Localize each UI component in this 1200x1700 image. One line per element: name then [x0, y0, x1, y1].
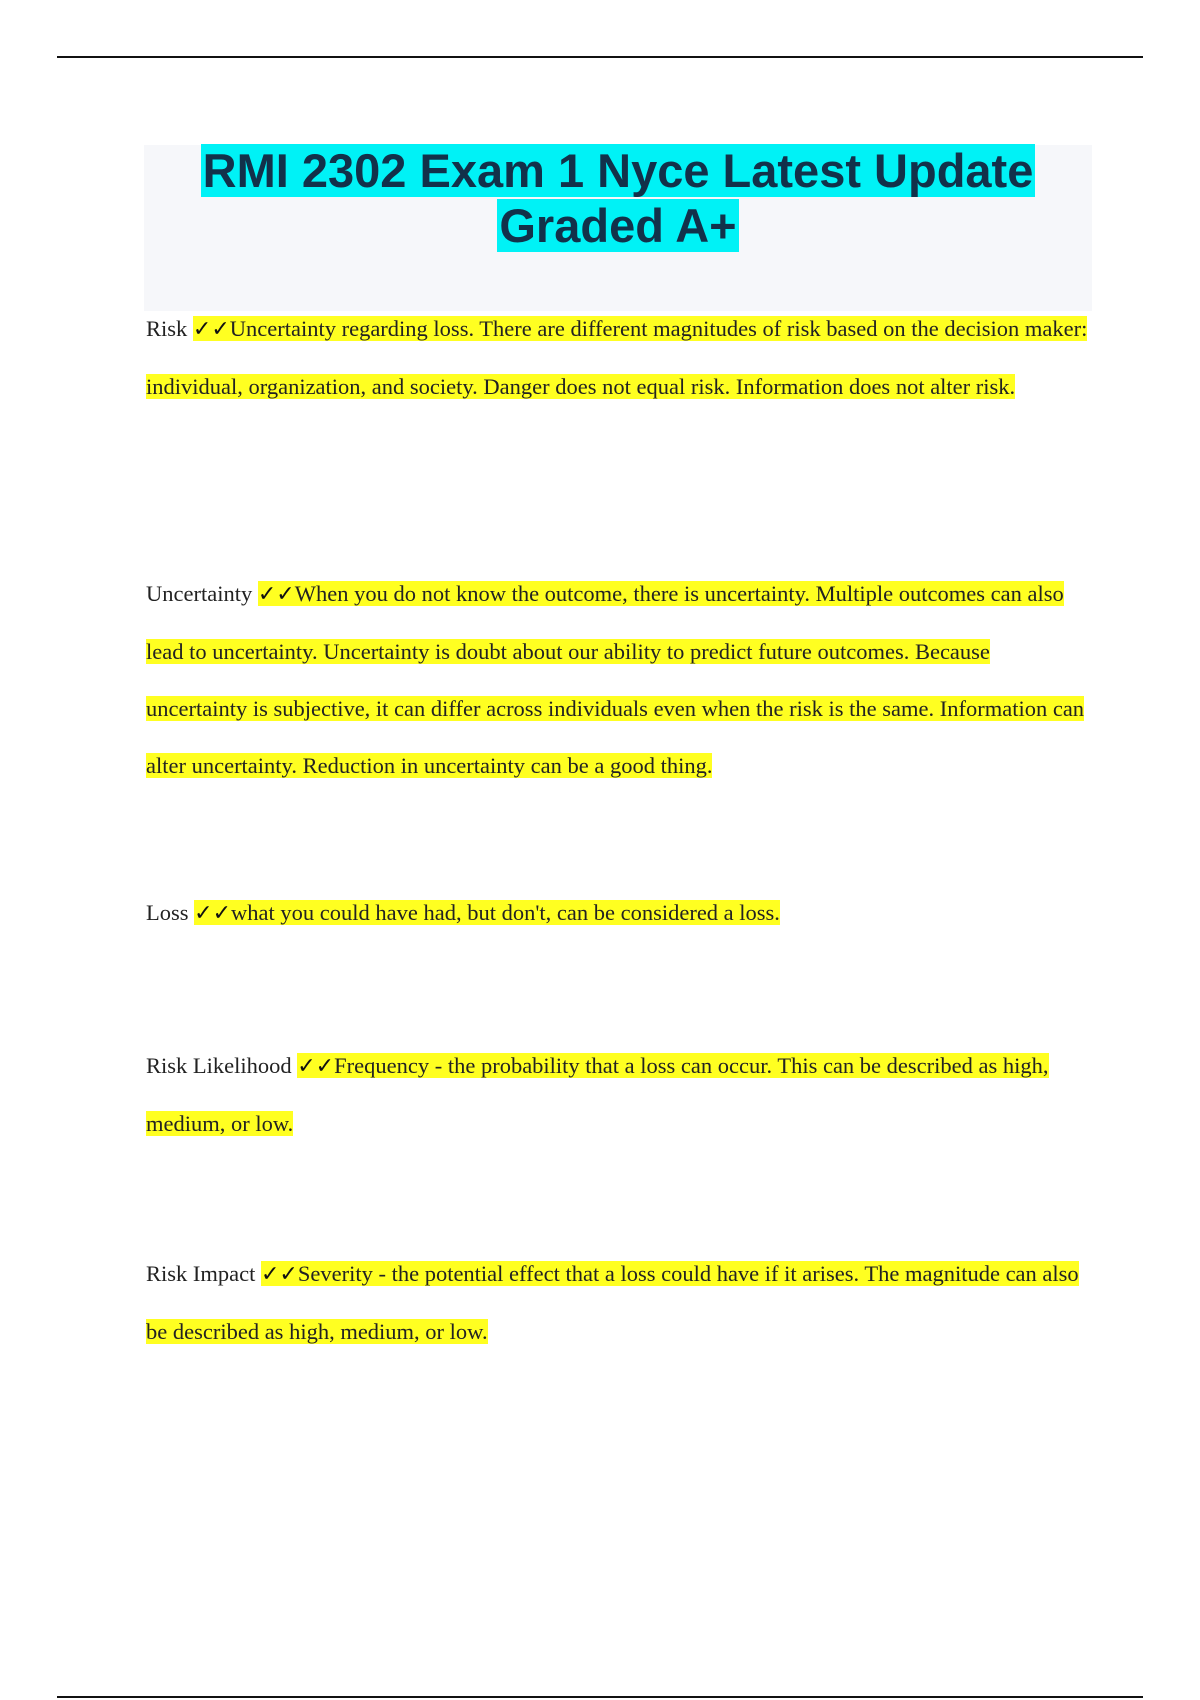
title-line-2: Graded A+ [499, 199, 737, 252]
term-label: Risk Likelihood [146, 1053, 292, 1078]
definition-text: what you could have had, but don't, can be considered a loss. [231, 900, 780, 925]
definition-entry-risk-impact [146, 1245, 1096, 1360]
term-label: Loss [146, 900, 189, 925]
check-mark-icon: ✓✓ [194, 901, 232, 926]
term-label: Uncertainty [146, 581, 253, 606]
check-mark-icon: ✓✓ [257, 582, 295, 607]
definition-text: When you do not know the outcome, there is uncertainty. Multiple outcomes can also lead to uncertainty. Uncertainty is doubt about our ability to predict future outcomes. Because uncertainty is subjective, it can differ across individuals even when the risk is the same. Information can alter uncertainty. Reduction in uncertainty can be a good thing. [146, 581, 1085, 778]
definition-text: Uncertainty regarding loss. There are different magnitudes of risk based on the decision maker: individual, organization, and society. Danger does not equal risk. Information does not alter risk. [146, 316, 1088, 399]
check-mark-icon: ✓✓ [260, 1262, 298, 1287]
document-title [144, 143, 1092, 253]
page-top-rule [57, 56, 1143, 58]
definition-text: Frequency - the probability that a loss can occur. This can be described as high, medium, or low. [146, 1053, 1049, 1136]
term-label: Risk Impact [146, 1261, 256, 1286]
definition-entry-loss [146, 884, 1096, 942]
page-bottom-rule [57, 1696, 1143, 1698]
check-mark-icon: ✓✓ [192, 317, 230, 342]
definition-entry-uncertainty [146, 565, 1096, 794]
definition-entry-risk [146, 300, 1096, 415]
definition-entry-risk-likelihood [146, 1037, 1096, 1152]
definition-text: Severity - the potential effect that a loss could have if it arises. The magnitude can also be described as high, medium, or low. [146, 1261, 1079, 1344]
title-line-1: RMI 2302 Exam 1 Nyce Latest Update [202, 144, 1034, 197]
check-mark-icon: ✓✓ [297, 1054, 335, 1079]
term-label: Risk [146, 316, 188, 341]
